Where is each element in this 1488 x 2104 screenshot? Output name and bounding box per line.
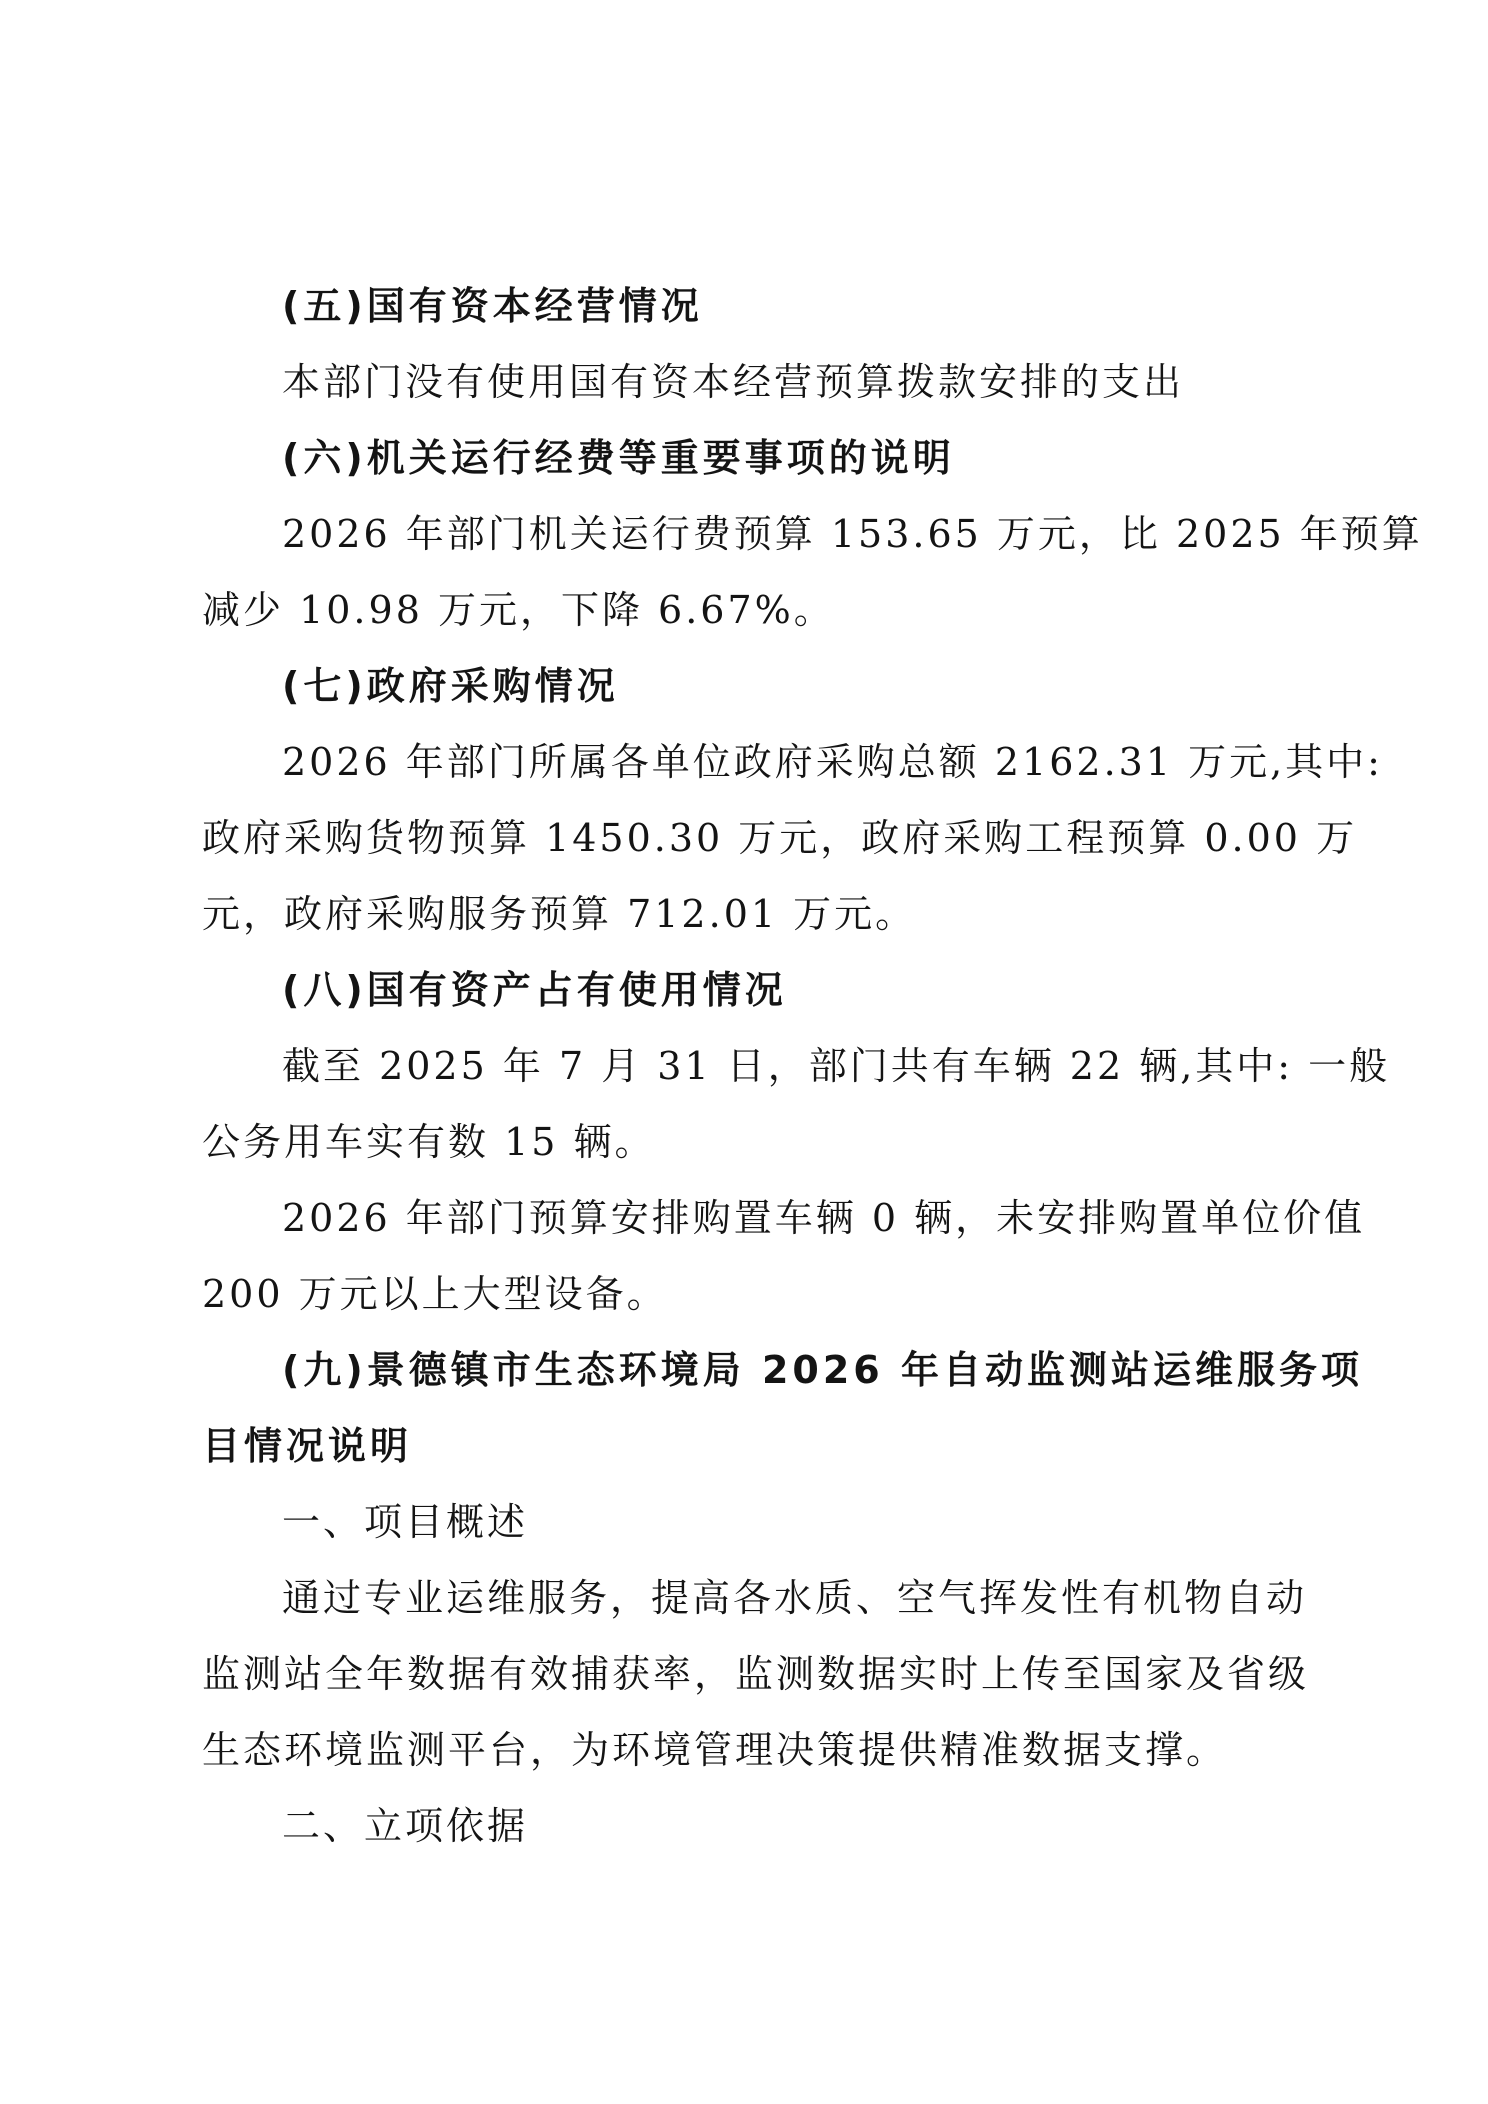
paragraph-procurement-line-1: 2026 年部门所属各单位政府采购总额 2162.31 万元,其中: (282, 740, 1383, 784)
paragraph-procurement-line-2: 政府采购货物预算 1450.30 万元，政府采购工程预算 0.00 万 (202, 816, 1358, 860)
paragraph-overview-line-3: 生态环境监测平台，为环境管理决策提供精准数据支撑。 (202, 1728, 1228, 1772)
subheading-project-overview: 一、项目概述 (282, 1500, 529, 1544)
paragraph-overview-line-2: 监测站全年数据有效捕获率，监测数据实时上传至国家及省级 (202, 1652, 1310, 1696)
paragraph-state-capital: 本部门没有使用国有资本经营预算拨款安排的支出 (282, 360, 1185, 404)
section-heading-monitoring-project-line-2: 目情况说明 (202, 1424, 413, 1468)
section-heading-state-assets: (八)国有资产占有使用情况 (282, 968, 787, 1012)
section-heading-state-capital: (五)国有资本经营情况 (282, 284, 703, 328)
section-heading-procurement: (七)政府采购情况 (282, 664, 619, 708)
paragraph-overview-line-1: 通过专业运维服务，提高各水质、空气挥发性有机物自动 (282, 1576, 1308, 1620)
paragraph-operating-costs-line-2: 减少 10.98 万元，下降 6.67%。 (202, 588, 835, 632)
paragraph-vehicles-line-2: 公务用车实有数 15 辆。 (202, 1120, 656, 1164)
paragraph-purchases-line-2: 200 万元以上大型设备。 (202, 1272, 668, 1316)
section-heading-operating-costs: (六)机关运行经费等重要事项的说明 (282, 436, 955, 480)
section-heading-monitoring-project-line-1: (九)景德镇市生态环境局 2026 年自动监测站运维服务项 (282, 1348, 1363, 1392)
subheading-project-basis: 二、立项依据 (282, 1804, 529, 1848)
paragraph-purchases-line-1: 2026 年部门预算安排购置车辆 0 辆，未安排购置单位价值 (282, 1196, 1366, 1240)
paragraph-vehicles-line-1: 截至 2025 年 7 月 31 日，部门共有车辆 22 辆,其中: 一般 (282, 1044, 1391, 1088)
paragraph-procurement-line-3: 元，政府采购服务预算 712.01 万元。 (202, 892, 917, 936)
paragraph-operating-costs-line-1: 2026 年部门机关运行费预算 153.65 万元，比 2025 年预算 (282, 512, 1423, 556)
